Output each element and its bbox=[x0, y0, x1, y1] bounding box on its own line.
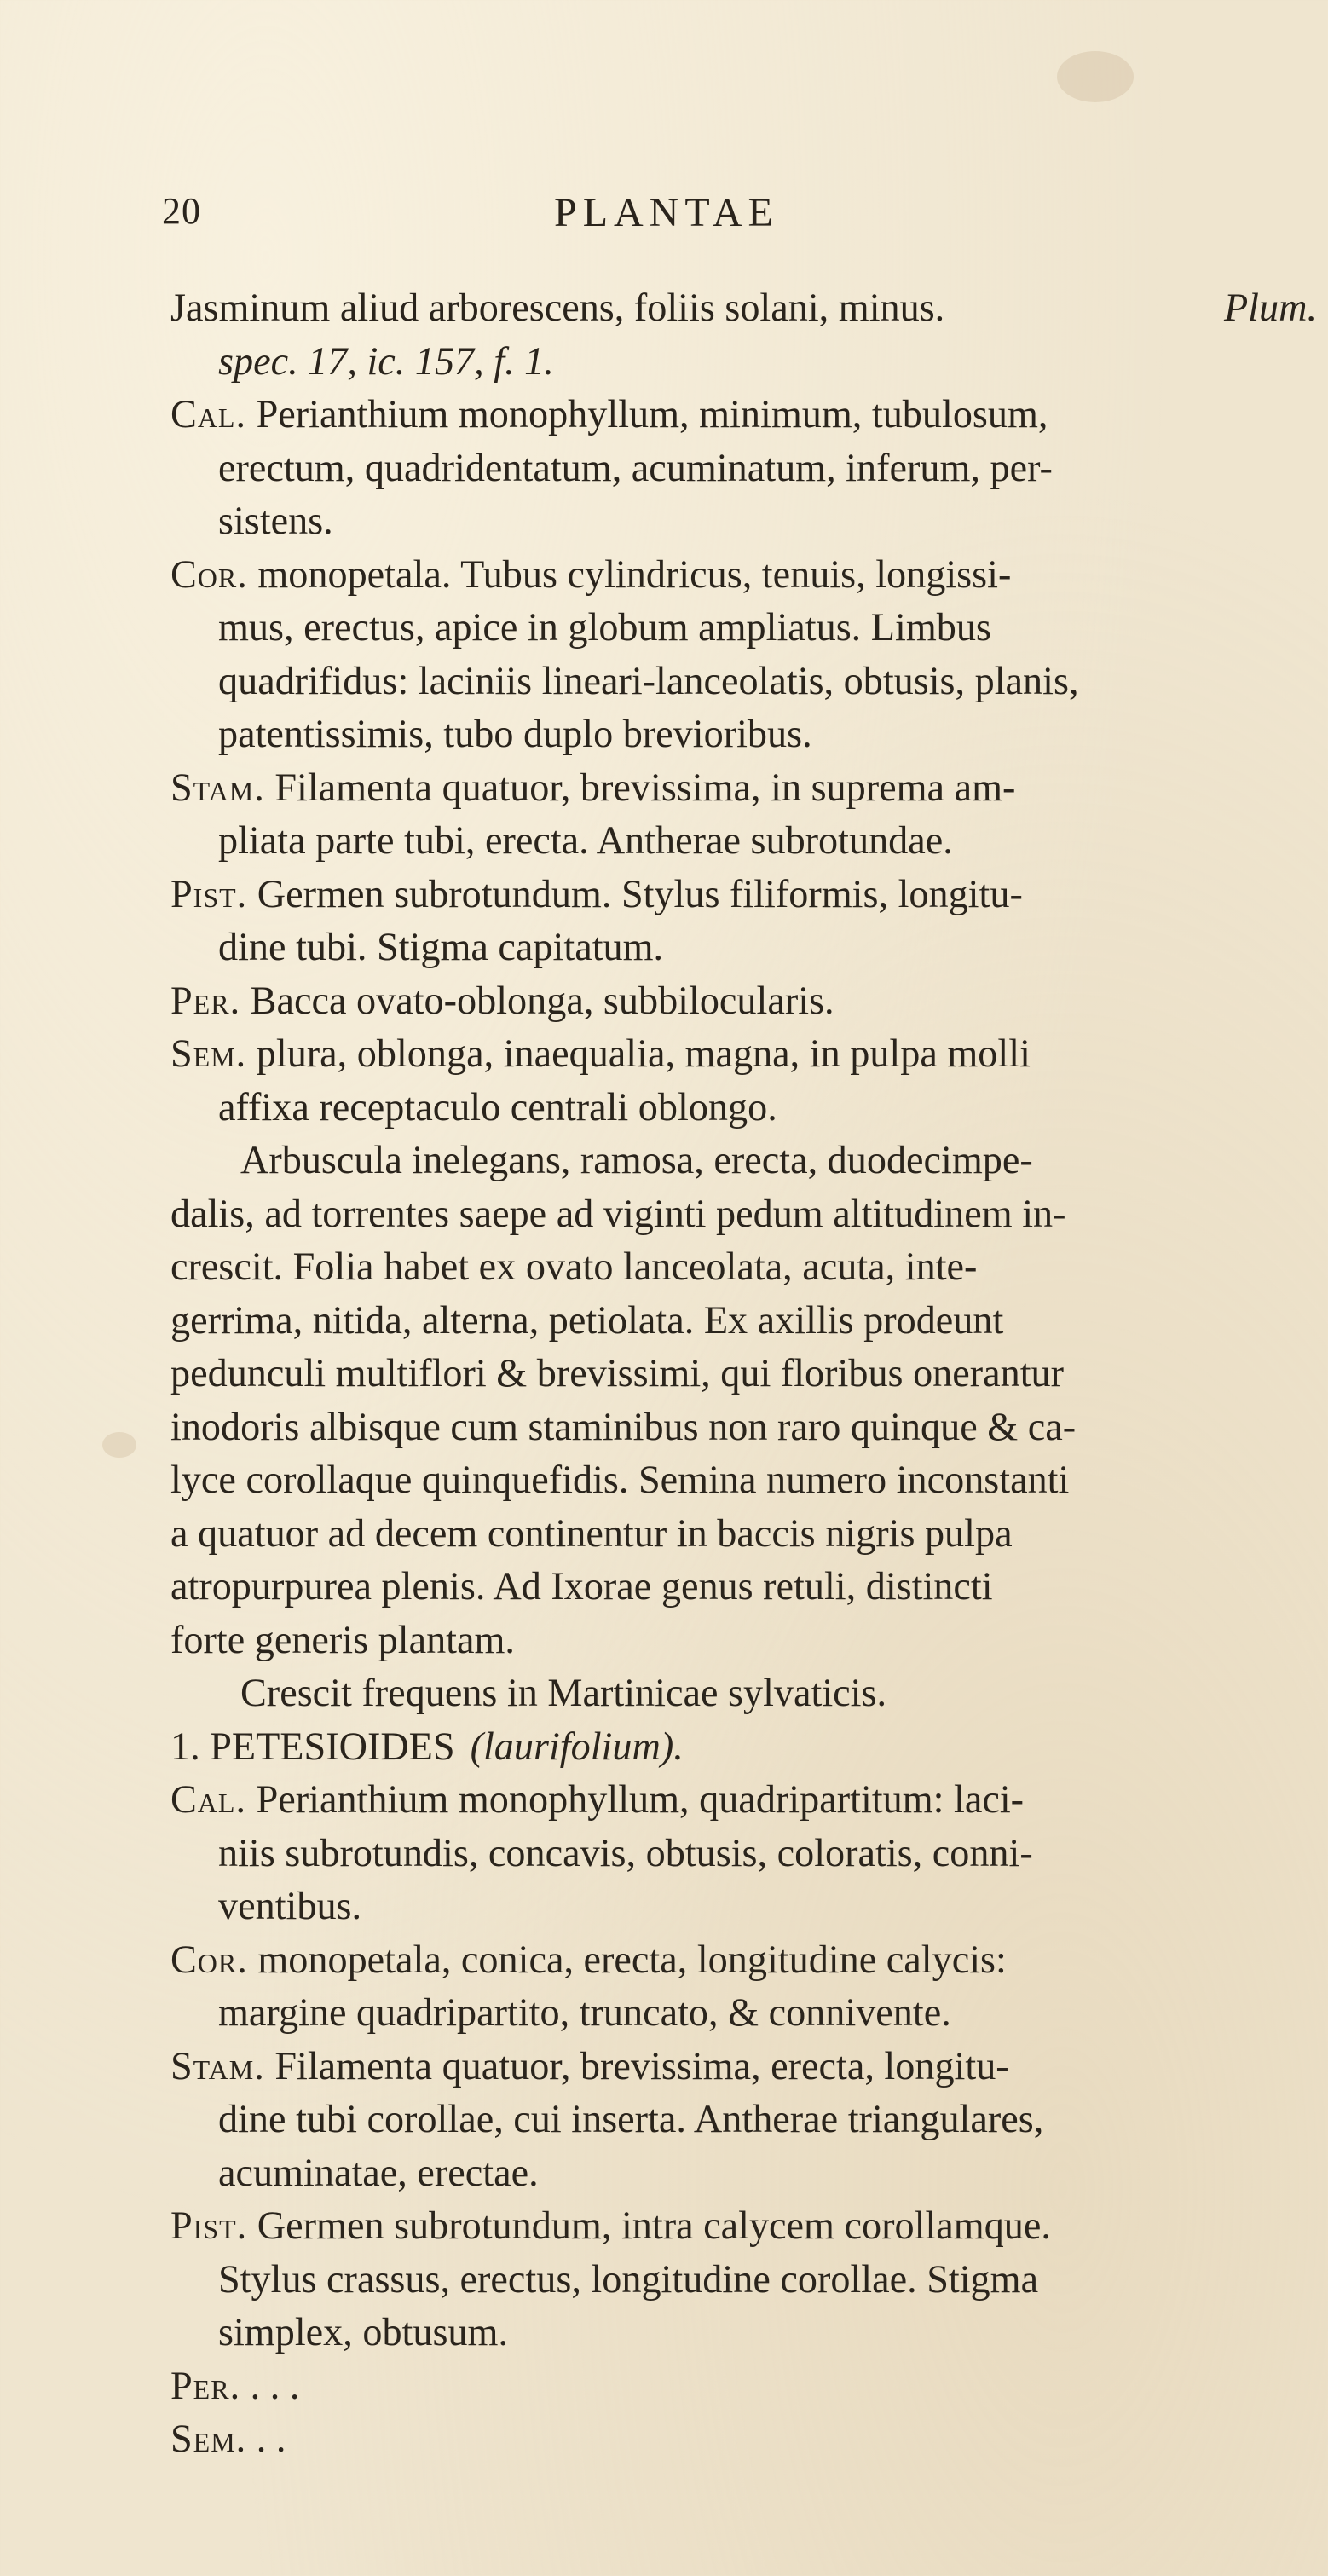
line-text: Stylus crassus, erectus, longitudine corollae. Stigma bbox=[218, 2256, 1039, 2301]
text-line bbox=[170, 1027, 1328, 1081]
text-line bbox=[170, 1614, 1328, 1667]
section-label: Sem. bbox=[170, 1031, 247, 1075]
section-label: Stam. bbox=[170, 2043, 265, 2088]
line-text: . . . bbox=[240, 2363, 300, 2407]
text-line bbox=[170, 1240, 1328, 1294]
line-text: dine tubi. Stigma capitatum. bbox=[218, 925, 664, 968]
text-line bbox=[170, 2199, 1328, 2253]
page-number: 20 bbox=[162, 190, 201, 232]
text-line bbox=[170, 281, 1317, 335]
text-line bbox=[170, 442, 1328, 495]
line-text: Filamenta quatuor, brevissima, in suprema am- bbox=[264, 765, 1016, 809]
text-line bbox=[170, 1453, 1328, 1507]
section-label: Cor. bbox=[170, 1937, 248, 1981]
section-label: Cal. bbox=[170, 392, 247, 436]
section-label: Cor. bbox=[170, 552, 248, 596]
line-text: niis subrotundis, concavis, obtusis, coloratis, conni- bbox=[218, 1830, 1033, 1874]
text-line bbox=[170, 655, 1328, 708]
section-label: Pist. bbox=[170, 871, 248, 915]
section-label: Pist. bbox=[170, 2203, 248, 2247]
line-text: forte generis plantam. bbox=[170, 1617, 515, 1661]
text-line bbox=[170, 2359, 1328, 2413]
paper-stain bbox=[102, 1432, 136, 1458]
line-text: atropurpurea plenis. Ad Ixorae genus retuli, distincti bbox=[170, 1564, 993, 1608]
text-line bbox=[170, 1720, 1328, 1774]
text-line bbox=[170, 494, 1328, 548]
text-line bbox=[170, 1401, 1328, 1454]
line-text: . . bbox=[246, 2417, 286, 2460]
line-text: Crescit frequens in Martinicae sylvaticis. bbox=[240, 1671, 887, 1714]
line-text: margine quadripartito, truncato, & connivente. bbox=[218, 1990, 951, 2034]
line-text: 1. PETESIOIDES bbox=[170, 1724, 455, 1768]
text-line bbox=[170, 1666, 1328, 1720]
text-line bbox=[170, 1507, 1328, 1561]
text-line bbox=[170, 2093, 1328, 2146]
text-line bbox=[170, 2146, 1328, 2200]
running-title: PLANTAE bbox=[554, 190, 779, 235]
line-text: Perianthium monophyllum, minimum, tubulosum, bbox=[246, 392, 1048, 436]
line-text: Arbuscula inelegans, ramosa, erecta, duodecimpe- bbox=[240, 1138, 1033, 1181]
body-text bbox=[170, 281, 1328, 2466]
section-label: Per. bbox=[170, 2363, 241, 2407]
paper-stain bbox=[1057, 51, 1134, 102]
text-line bbox=[170, 1773, 1328, 1827]
line-text: patentissimis, tubo duplo brevioribus. bbox=[218, 712, 812, 755]
line-text: crescit. Folia habet ex ovato lanceolata, acuta, inte- bbox=[170, 1245, 978, 1288]
line-text: gerrima, nitida, alterna, petiolata. Ex axillis prodeunt bbox=[170, 1297, 1004, 1342]
line-text: ventibus. bbox=[218, 1884, 362, 1927]
line-text: pedunculi multiflori & brevissimi, qui floribus onerantur bbox=[170, 1351, 1065, 1395]
text-line bbox=[170, 1827, 1328, 1880]
text-line bbox=[170, 708, 1328, 761]
text-line bbox=[170, 1880, 1328, 1933]
reference-text: spec. 17, ic. 157, f. 1. bbox=[218, 338, 554, 383]
line-text: erectum, quadridentatum, acuminatum, inferum, per- bbox=[218, 445, 1053, 489]
line-text: Germen subrotundum. Stylus filiformis, longitu- bbox=[247, 871, 1023, 915]
text-line bbox=[170, 601, 1328, 655]
line-text: mus, erectus, apice in globum ampliatus. Limbus bbox=[218, 605, 991, 649]
text-line bbox=[170, 814, 1328, 868]
line-text: Germen subrotundum, intra calycem corollamque. bbox=[247, 2203, 1051, 2247]
line-text: inodoris albisque cum staminibus non raro quinque & ca- bbox=[170, 1404, 1077, 1448]
line-text: pliata parte tubi, erecta. Antherae subrotundae. bbox=[218, 818, 953, 862]
section-label: Cal. bbox=[170, 1777, 247, 1821]
reference-text: Plum. bbox=[1223, 286, 1317, 329]
text-line bbox=[170, 1986, 1328, 2040]
line-text: sistens. bbox=[218, 499, 333, 542]
text-line bbox=[170, 2412, 1328, 2466]
line-text: affixa receptaculo centrali oblongo. bbox=[218, 1084, 777, 1129]
section-label: Sem. bbox=[170, 2417, 247, 2460]
line-text: Filamenta quatuor, brevissima, erecta, longitu- bbox=[264, 2043, 1009, 2088]
line-text: a quatuor ad decem continentur in baccis nigris pulpa bbox=[170, 1510, 1013, 1555]
text-line bbox=[170, 921, 1328, 974]
line-text: Perianthium monophyllum, quadripartitum: laci- bbox=[246, 1777, 1025, 1821]
text-line bbox=[170, 548, 1328, 602]
text-line bbox=[170, 2306, 1328, 2359]
line-text: lyce corollaque quinquefidis. Semina numero inconstanti bbox=[170, 1458, 1070, 1501]
line-text: dine tubi corollae, cui inserta. Antherae triangulares, bbox=[218, 2097, 1044, 2140]
page-header bbox=[162, 189, 1185, 257]
text-line bbox=[170, 1134, 1328, 1187]
text-line bbox=[170, 868, 1328, 921]
text-line bbox=[170, 1187, 1328, 1241]
text-line bbox=[170, 2040, 1328, 2094]
line-text: monopetala, conica, erecta, longitudine calycis: bbox=[247, 1937, 1007, 1981]
line-text: Jasminum aliud arborescens, foliis solani, minus. bbox=[170, 286, 945, 329]
line-text: Bacca ovato-oblonga, subbilocularis. bbox=[240, 978, 834, 1022]
text-line bbox=[170, 1294, 1328, 1348]
line-text: simplex, obtusum. bbox=[218, 2310, 509, 2354]
text-line bbox=[170, 1560, 1328, 1614]
line-text: dalis, ad torrentes saepe ad viginti pedum altitudinem in- bbox=[170, 1191, 1066, 1235]
text-line bbox=[170, 388, 1328, 442]
text-line bbox=[170, 761, 1328, 815]
reference-text: (laurifolium). bbox=[470, 1724, 684, 1768]
text-line bbox=[170, 1347, 1328, 1401]
line-text: acuminatae, erectae. bbox=[218, 2150, 539, 2194]
section-label: Per. bbox=[170, 978, 241, 1022]
text-line bbox=[170, 1933, 1328, 1987]
line-text: plura, oblonga, inaequalia, magna, in pulpa molli bbox=[246, 1031, 1031, 1075]
text-line bbox=[170, 974, 1328, 1028]
text-line bbox=[170, 335, 1328, 389]
text-line bbox=[170, 1081, 1328, 1135]
line-text: monopetala. Tubus cylindricus, tenuis, longissi- bbox=[247, 552, 1012, 596]
section-label: Stam. bbox=[170, 765, 265, 809]
line-text: quadrifidus: laciniis lineari-lanceolatis, obtusis, planis, bbox=[218, 658, 1079, 702]
text-line bbox=[170, 2253, 1328, 2307]
